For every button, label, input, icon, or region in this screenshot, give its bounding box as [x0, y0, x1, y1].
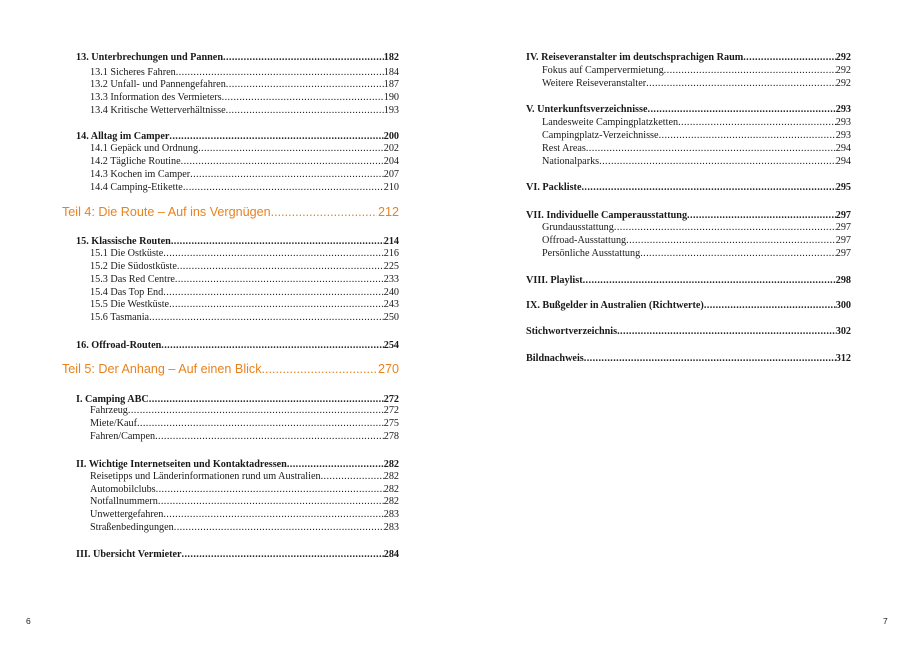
dot-leader	[190, 169, 384, 181]
toc-entry-title: 15.6 Tasmania	[90, 312, 150, 323]
dot-leader	[149, 312, 384, 324]
toc-entry-page-number: 282	[383, 496, 399, 507]
left-page-number: 6	[26, 616, 31, 626]
toc-entry-title: III. Übersicht Vermieter	[76, 549, 182, 560]
toc-entry-title: Automobilclubs	[90, 484, 156, 495]
toc-sub-entry[interactable]	[542, 156, 851, 168]
toc-sub-entry[interactable]	[542, 143, 851, 155]
dot-leader	[321, 471, 384, 483]
toc-entry-title: 14.3 Kochen im Camper	[90, 169, 191, 180]
dot-leader	[583, 275, 836, 287]
right-page-number: 7	[883, 616, 888, 626]
dot-leader	[584, 353, 836, 365]
toc-chapter-entry[interactable]	[526, 210, 851, 222]
toc-entry-page-number: 283	[383, 509, 399, 520]
toc-entry-title: 13.1 Sicheres Fahren	[90, 67, 176, 78]
toc-entry-title: 15.2 Die Südostküste	[90, 261, 177, 272]
toc-entry-page-number: 292	[835, 65, 851, 76]
toc-entry-page-number: 298	[835, 275, 851, 286]
toc-entry-title: VI. Packliste	[526, 182, 582, 193]
toc-entry-page-number: 202	[383, 143, 399, 154]
toc-entry-page-number: 282	[383, 484, 399, 495]
dot-leader	[223, 52, 384, 64]
toc-chapter-entry[interactable]	[526, 104, 851, 116]
dot-leader	[648, 104, 836, 116]
toc-entry-page-number: 243	[383, 299, 399, 310]
toc-part-heading[interactable]	[62, 205, 399, 220]
toc-sub-entry[interactable]	[90, 405, 399, 417]
toc-entry-title: 13.4 Kritische Wetterverhältnisse	[90, 105, 226, 116]
toc-entry-title: Notfallnummern	[90, 496, 158, 507]
toc-entry-page-number: 193	[383, 105, 399, 116]
toc-entry-page-number: 293	[835, 104, 851, 115]
toc-chapter-entry[interactable]	[526, 326, 851, 338]
toc-sub-entry[interactable]	[90, 299, 399, 311]
dot-leader	[287, 459, 384, 471]
toc-chapter-entry[interactable]	[526, 353, 851, 365]
dot-leader	[155, 431, 384, 443]
dot-leader	[664, 65, 836, 77]
toc-entry-title: 15.4 Das Top End	[90, 287, 164, 298]
toc-entry-page-number: 233	[383, 274, 399, 285]
dot-leader	[646, 78, 836, 90]
toc-entry-page-number: 282	[383, 459, 399, 470]
dot-leader	[183, 182, 384, 194]
toc-entry-page-number: 182	[383, 52, 399, 63]
left-page	[0, 0, 456, 648]
toc-entry-title: Weitere Reiseveranstalter	[542, 78, 647, 89]
toc-entry-page-number: 284	[383, 549, 399, 560]
dot-leader	[659, 130, 836, 142]
toc-sub-entry[interactable]	[90, 92, 399, 104]
toc-entry-title: 14.1 Gepäck und Ordnung	[90, 143, 199, 154]
toc-entry-page-number: 292	[835, 78, 851, 89]
right-table-of-contents	[457, 0, 913, 648]
toc-entry-page-number: 293	[835, 117, 851, 128]
toc-entry-title: Reisetipps und Länderinformationen rund um Australien	[90, 471, 321, 482]
toc-sub-entry[interactable]	[542, 78, 851, 90]
toc-entry-title: 15.5 Die Westküste	[90, 299, 170, 310]
toc-entry-title: Landesweite Campingplatzketten	[542, 117, 679, 128]
toc-entry-title: 15. Klassische Routen	[76, 236, 171, 247]
toc-entry-page-number: 302	[835, 326, 851, 337]
toc-entry-title: Fahrzeug	[90, 405, 128, 416]
toc-entry-page-number: 254	[383, 340, 399, 351]
dot-leader	[163, 248, 383, 260]
dot-leader	[128, 405, 384, 417]
toc-sub-entry[interactable]	[90, 79, 399, 91]
toc-chapter-entry[interactable]	[76, 340, 399, 352]
toc-entry-page-number: 200	[383, 131, 399, 142]
toc-entry-page-number: 214	[383, 236, 399, 247]
dot-leader	[226, 105, 384, 117]
toc-entry-title: Unwettergefahren	[90, 509, 164, 520]
toc-entry-page-number: 283	[383, 522, 399, 533]
toc-entry-page-number: 270	[377, 362, 399, 376]
toc-entry-title: IX. Bußgelder in Australien (Richtwerte)	[526, 300, 704, 311]
toc-entry-page-number: 272	[383, 394, 399, 405]
toc-sub-entry[interactable]	[90, 484, 399, 496]
toc-chapter-entry[interactable]	[526, 182, 851, 194]
dot-leader	[176, 67, 384, 79]
toc-sub-entry[interactable]	[90, 248, 399, 260]
toc-sub-entry[interactable]	[542, 248, 851, 260]
toc-entry-page-number: 240	[383, 287, 399, 298]
toc-entry-title: Bildnachweis	[526, 353, 584, 364]
dot-leader	[687, 210, 836, 222]
toc-entry-title: Stichwortverzeichnis	[526, 326, 618, 337]
dot-leader	[640, 248, 836, 260]
dot-leader	[137, 418, 384, 430]
toc-entry-page-number: 297	[835, 222, 851, 233]
toc-sub-entry[interactable]	[90, 496, 399, 508]
dot-leader	[177, 261, 384, 273]
dot-leader	[175, 274, 384, 286]
toc-entry-title: 13.2 Unfall- und Pannengefahren	[90, 79, 226, 90]
toc-entry-title: IV. Reiseveranstalter im deutschsprachigen Raum	[526, 52, 744, 63]
toc-entry-title: Teil 4: Die Route – Auf ins Vergnügen	[62, 205, 271, 219]
dot-leader	[171, 236, 384, 248]
toc-entry-page-number: 212	[377, 205, 399, 219]
dot-leader	[271, 205, 377, 220]
dot-leader	[182, 549, 384, 561]
dot-leader	[226, 79, 384, 91]
toc-sub-entry[interactable]	[90, 287, 399, 299]
toc-entry-title: 14. Alltag im Camper	[76, 131, 170, 142]
dot-leader	[626, 235, 836, 247]
toc-entry-page-number: 292	[835, 52, 851, 63]
toc-sub-entry[interactable]	[542, 130, 851, 142]
toc-entry-page-number: 250	[383, 312, 399, 323]
toc-entry-page-number: 204	[383, 156, 399, 167]
toc-entry-title: Grundausstattung	[542, 222, 614, 233]
toc-sub-entry[interactable]	[542, 235, 851, 247]
toc-chapter-entry[interactable]	[76, 52, 399, 64]
toc-entry-page-number: 184	[383, 67, 399, 78]
toc-entry-title: Fokus auf Campervermietung	[542, 65, 664, 76]
dot-leader	[181, 156, 384, 168]
toc-entry-page-number: 190	[383, 92, 399, 103]
toc-entry-title: Campingplatz-Verzeichnisse	[542, 130, 659, 141]
dot-leader	[163, 509, 383, 521]
toc-sub-entry[interactable]	[90, 156, 399, 168]
toc-entry-page-number: 207	[383, 169, 399, 180]
dot-leader	[581, 182, 835, 194]
toc-sub-entry[interactable]	[90, 509, 399, 521]
toc-entry-title: 13.3 Information des Vermieters	[90, 92, 222, 103]
toc-entry-title: Straßenbedingungen	[90, 522, 174, 533]
toc-sub-entry[interactable]	[90, 418, 399, 430]
toc-entry-title: V. Unterkunftsverzeichnisse	[526, 104, 648, 115]
toc-chapter-entry[interactable]	[526, 275, 851, 287]
dot-leader	[586, 143, 836, 155]
toc-entry-title: 16. Offroad-Routen	[76, 340, 162, 351]
toc-sub-entry[interactable]	[542, 222, 851, 234]
toc-entry-page-number: 312	[835, 353, 851, 364]
toc-part-heading[interactable]	[62, 362, 399, 377]
toc-entry-page-number: 278	[383, 431, 399, 442]
toc-entry-page-number: 297	[835, 248, 851, 259]
toc-entry-page-number: 293	[835, 130, 851, 141]
toc-entry-title: VIII. Playlist	[526, 275, 583, 286]
toc-entry-title: Fahren/Campen	[90, 431, 156, 442]
toc-entry-page-number: 275	[383, 418, 399, 429]
dot-leader	[158, 496, 384, 508]
toc-entry-page-number: 282	[383, 471, 399, 482]
dot-leader	[169, 299, 384, 311]
toc-sub-entry[interactable]	[90, 312, 399, 324]
toc-chapter-entry[interactable]	[76, 459, 399, 471]
toc-entry-page-number: 294	[835, 156, 851, 167]
toc-entry-page-number: 272	[383, 405, 399, 416]
toc-entry-page-number: 295	[835, 182, 851, 193]
toc-entry-title: Persönliche Ausstattung	[542, 248, 641, 259]
toc-chapter-entry[interactable]	[526, 52, 851, 64]
toc-sub-entry[interactable]	[90, 431, 399, 443]
toc-entry-title: I. Camping ABC	[76, 394, 149, 405]
toc-sub-entry[interactable]	[90, 261, 399, 273]
toc-sub-entry[interactable]	[90, 169, 399, 181]
toc-sub-entry[interactable]	[90, 522, 399, 534]
toc-entry-title: 14.4 Camping-Etikette	[90, 182, 183, 193]
dot-leader	[262, 362, 377, 377]
toc-sub-entry[interactable]	[90, 67, 399, 79]
toc-sub-entry[interactable]	[90, 182, 399, 194]
toc-entry-title: II. Wichtige Internetseiten und Kontaktadressen	[76, 459, 287, 470]
toc-entry-title: 15.1 Die Ostküste	[90, 248, 164, 259]
toc-sub-entry[interactable]	[90, 143, 399, 155]
toc-entry-page-number: 216	[383, 248, 399, 259]
dot-leader	[599, 156, 836, 168]
dot-leader	[222, 92, 384, 104]
toc-entry-page-number: 294	[835, 143, 851, 154]
toc-entry-title: 15.3 Das Red Centre	[90, 274, 175, 285]
toc-entry-title: Nationalparks	[542, 156, 600, 167]
toc-entry-page-number: 297	[835, 235, 851, 246]
toc-chapter-entry[interactable]	[76, 236, 399, 248]
dot-leader	[704, 300, 836, 312]
dot-leader	[169, 131, 383, 143]
toc-entry-page-number: 187	[383, 79, 399, 90]
toc-entry-page-number: 300	[835, 300, 851, 311]
dot-leader	[163, 287, 383, 299]
toc-chapter-entry[interactable]	[76, 549, 399, 561]
toc-entry-title: Rest Areas	[542, 143, 586, 154]
toc-entry-title: 14.2 Tägliche Routine	[90, 156, 181, 167]
toc-sub-entry[interactable]	[90, 274, 399, 286]
toc-sub-entry[interactable]	[542, 65, 851, 77]
dot-leader	[156, 484, 384, 496]
toc-sub-entry[interactable]	[90, 471, 399, 483]
toc-entry-page-number: 297	[835, 210, 851, 221]
toc-entry-title: Teil 5: Der Anhang – Auf einen Blick	[62, 362, 262, 376]
left-table-of-contents	[0, 0, 456, 648]
dot-leader	[161, 340, 383, 352]
toc-entry-title: Offroad-Ausstattung	[542, 235, 627, 246]
dot-leader	[198, 143, 384, 155]
dot-leader	[743, 52, 835, 64]
toc-entry-page-number: 225	[383, 261, 399, 272]
toc-chapter-entry[interactable]	[76, 131, 399, 143]
toc-sub-entry[interactable]	[90, 105, 399, 117]
dot-leader	[617, 326, 836, 338]
toc-entry-title: VII. Individuelle Camperausstattung	[526, 210, 688, 221]
toc-sub-entry[interactable]	[542, 117, 851, 129]
dot-leader	[614, 222, 836, 234]
toc-chapter-entry[interactable]	[526, 300, 851, 312]
right-page	[457, 0, 913, 648]
toc-entry-page-number: 210	[383, 182, 399, 193]
toc-entry-title: 13. Unterbrechungen und Pannen	[76, 52, 223, 63]
dot-leader	[174, 522, 384, 534]
dot-leader	[678, 117, 836, 129]
toc-entry-title: Miete/Kauf	[90, 418, 137, 429]
